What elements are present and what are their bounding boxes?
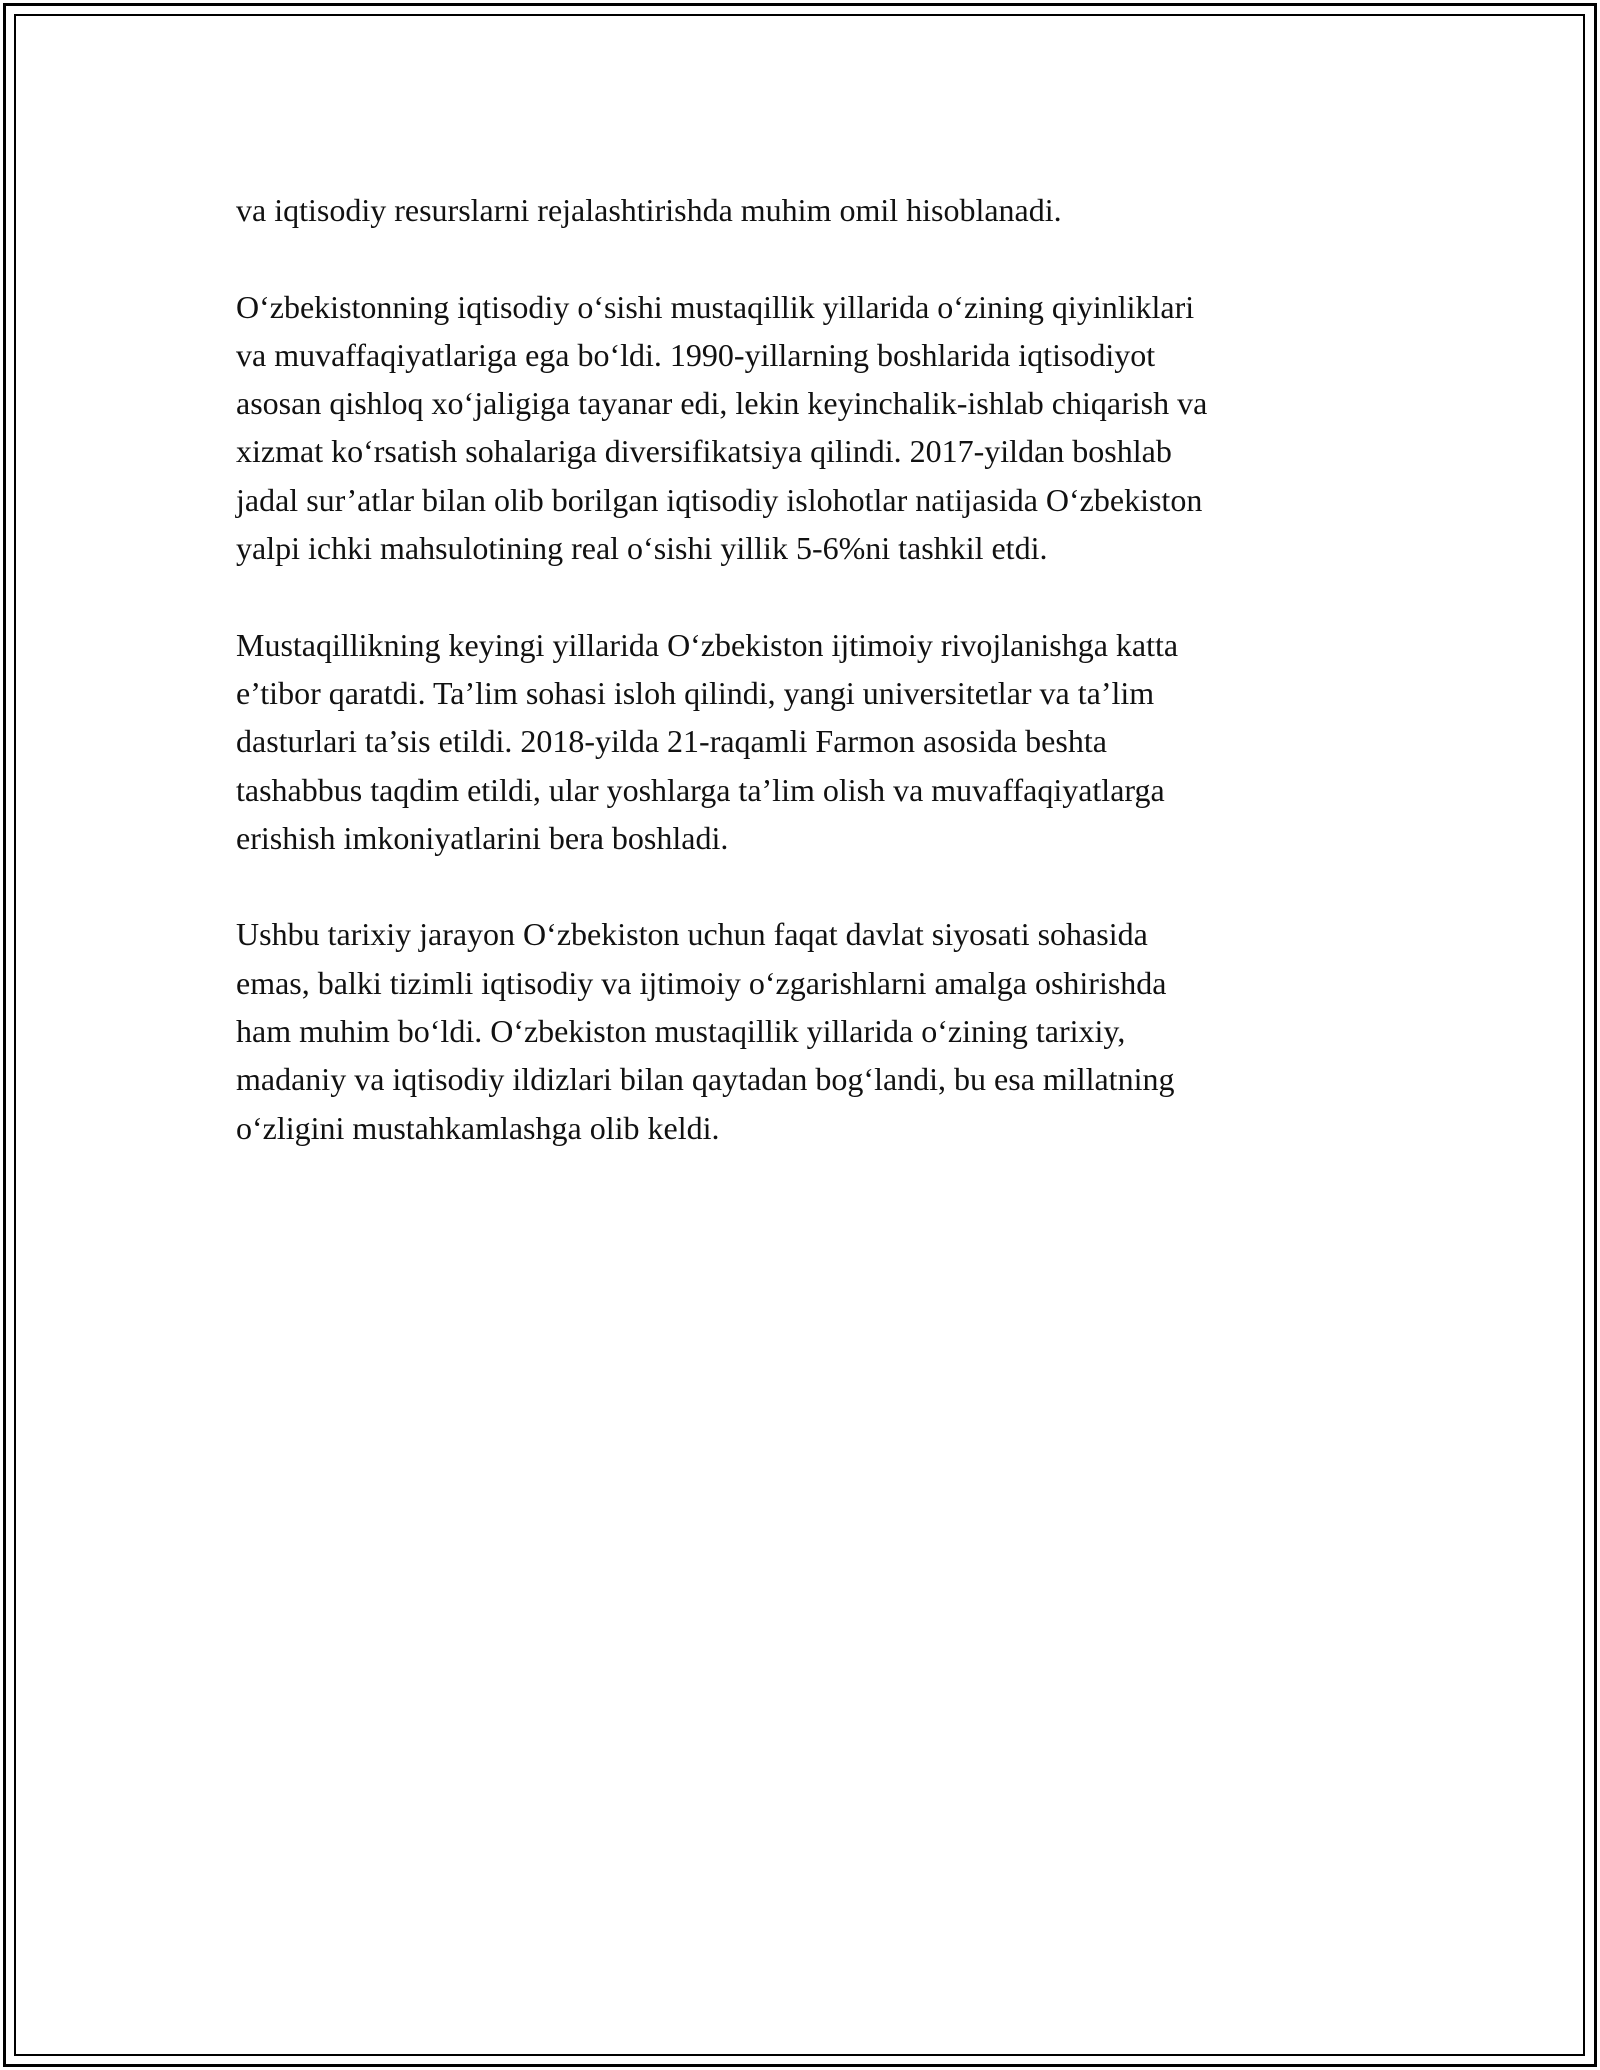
text-line: o‘zligini mustahkamlashga olib keldi. (236, 1109, 720, 1146)
text-line: Mustaqillikning keyingi yillarida O‘zbekiston ijtimoiy rivojlanishga katta (236, 626, 1179, 663)
text-line: O‘zbekistonning iqtisodiy o‘sishi mustaqillik yillarida o‘zining qiyinliklari (236, 288, 1195, 325)
text-line: erishish imkoniyatlarini bera boshladi. (236, 819, 729, 856)
text-line: jadal sur’atlar bilan olib borilgan iqtisodiy islohotlar natijasida O‘zbekiston (236, 481, 1203, 518)
text-line: asosan qishloq xo‘jaligiga tayanar edi, lekin keyinchalik-ishlab chiqarish va (236, 385, 1208, 422)
text-line: ham muhim bo‘ldi. O‘zbekiston mustaqillik yillarida o‘zining tarixiy, (236, 1013, 1126, 1050)
text-line: madaniy va iqtisodiy ildizlari bilan qaytadan bog‘landi, bu esa millatning (236, 1061, 1175, 1098)
text-line: e’tibor qaratdi. Ta’lim sohasi isloh qilindi, yangi universitetlar va ta’lim (236, 674, 1155, 711)
text-line: yalpi ichki mahsulotining real o‘sishi yillik 5-6%ni tashkil etdi. (236, 530, 1048, 567)
paragraph-1 (236, 186, 1376, 234)
text-line: tashabbus taqdim etildi, ular yoshlarga ta’lim olish va muvaffaqiyatlarga (236, 771, 1165, 808)
text-line: va iqtisodiy resurslarni rejalashtirishda muhim omil hisoblanadi. (236, 192, 1062, 228)
paragraph-2 (236, 283, 1376, 573)
paragraph-3 (236, 621, 1376, 862)
text-line: xizmat ko‘rsatish sohalariga diversifikatsiya qilindi. 2017-yildan boshlab (236, 433, 1172, 470)
text-line: dasturlari ta’sis etildi. 2018-yilda 21-raqamli Farmon asosida beshta (236, 723, 1107, 760)
document-body (236, 186, 1376, 1200)
paragraph-4 (236, 910, 1376, 1151)
text-line: emas, balki tizimli iqtisodiy va ijtimoiy o‘zgarishlarni amalga oshirishda (236, 964, 1167, 1001)
text-line: va muvaffaqiyatlariga ega bo‘ldi. 1990-yillarning boshlarida iqtisodiyot (236, 336, 1156, 373)
text-line: Ushbu tarixiy jarayon O‘zbekiston uchun faqat davlat siyosati sohasida (236, 916, 1148, 953)
